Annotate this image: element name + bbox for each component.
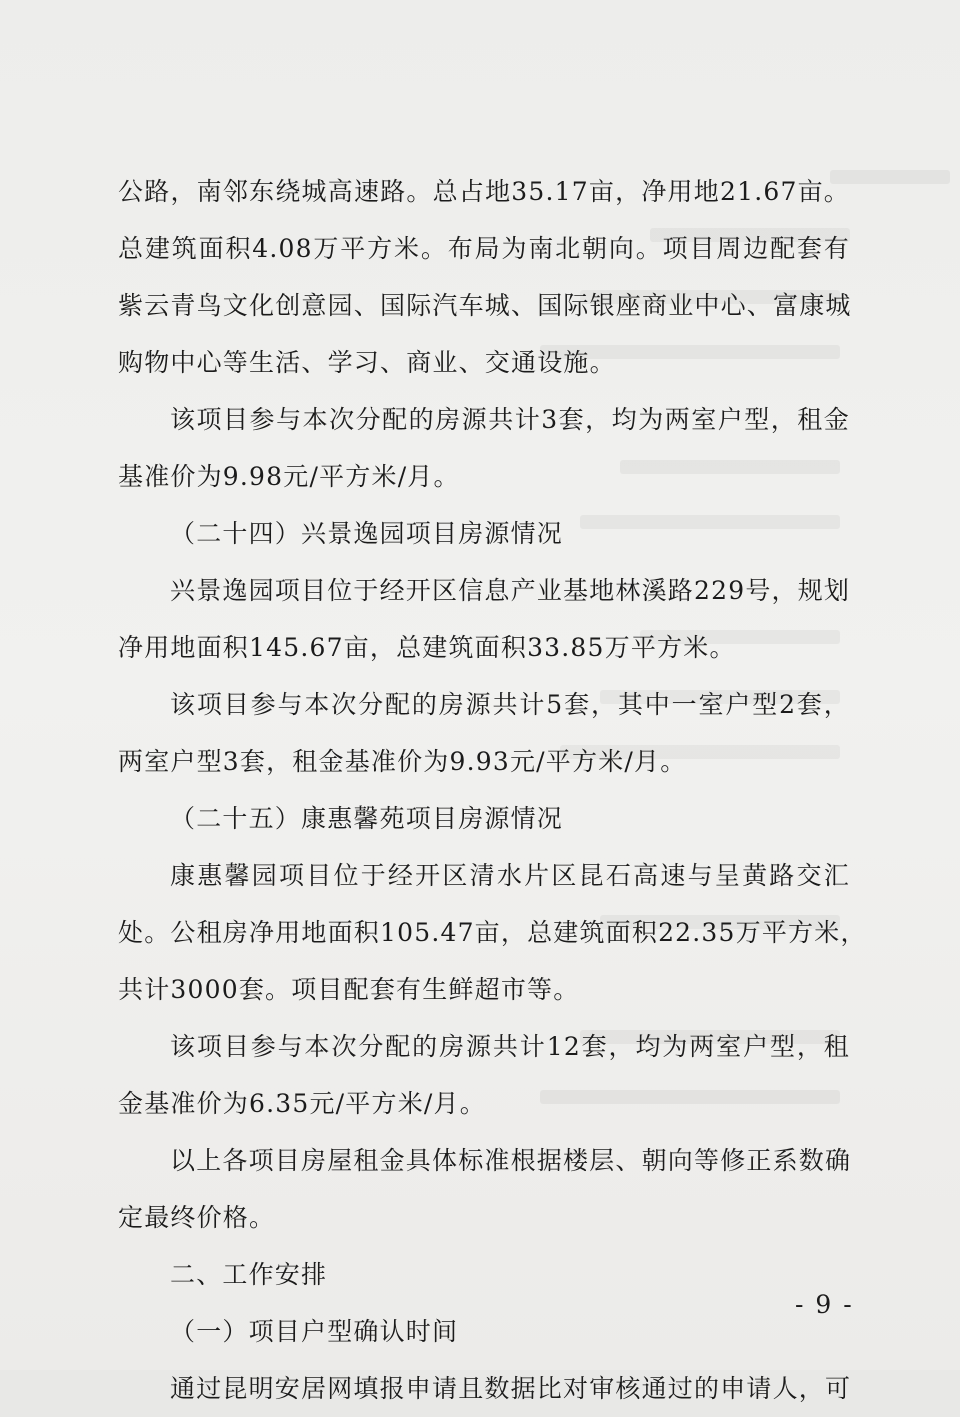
paragraph-line: 基准价为9.98元/平方米/月。 [118,462,460,491]
paragraph-line: 总建筑面积4.08万平方米。布局为南北朝向。项目周边配套有 [118,234,850,263]
paragraph-line: 兴景逸园项目位于经开区信息产业基地林溪路229号，规划 [170,576,851,605]
paragraph-line: 净用地面积145.67亩，总建筑面积33.85万平方米。 [118,633,736,662]
paragraph-line: 康惠馨园项目位于经开区清水片区昆石高速与呈黄路交汇 [170,861,850,890]
subsection-heading: （二十四）兴景逸园项目房源情况 [170,519,564,548]
subsection-heading: （二十五）康惠馨苑项目房源情况 [170,804,564,833]
paragraph-line: 金基准价为6.35元/平方米/月。 [118,1089,486,1118]
section-heading: 二、工作安排 [170,1260,328,1289]
page-number: - 9 - [795,1290,854,1319]
paragraph-line: 处。公租房净用地面积105.47亩，总建筑面积22.35万平方米， [118,918,867,947]
document-body [118,163,867,1417]
paragraph-line: 通过昆明安居网填报申请且数据比对审核通过的申请人，可 [170,1374,852,1403]
paragraph-line: 购物中心等生活、学习、商业、交通设施。 [118,348,616,377]
paragraph-line: 该项目参与本次分配的房源共计5套，其中一室户型2套， [170,690,850,719]
subsection-heading: （一）项目户型确认时间 [170,1317,459,1346]
paragraph-line: 定最终价格。 [118,1203,276,1232]
paragraph-line: 该项目参与本次分配的房源共计12套，均为两室户型，租 [170,1032,850,1061]
paragraph-line: 两室户型3套，租金基准价为9.93元/平方米/月。 [118,747,687,776]
paragraph-line: 紫云青鸟文化创意园、国际汽车城、国际银座商业中心、富康城 [118,291,852,320]
paragraph-line: 公路，南邻东绕城高速路。总占地35.17亩，净用地21.67亩。 [118,177,850,206]
paragraph-line: 共计3000套。项目配套有生鲜超市等。 [118,975,580,1004]
paragraph-line: 该项目参与本次分配的房源共计3套，均为两室户型，租金 [170,405,850,434]
paragraph-line: 以上各项目房屋租金具体标准根据楼层、朝向等修正系数确 [170,1146,852,1175]
